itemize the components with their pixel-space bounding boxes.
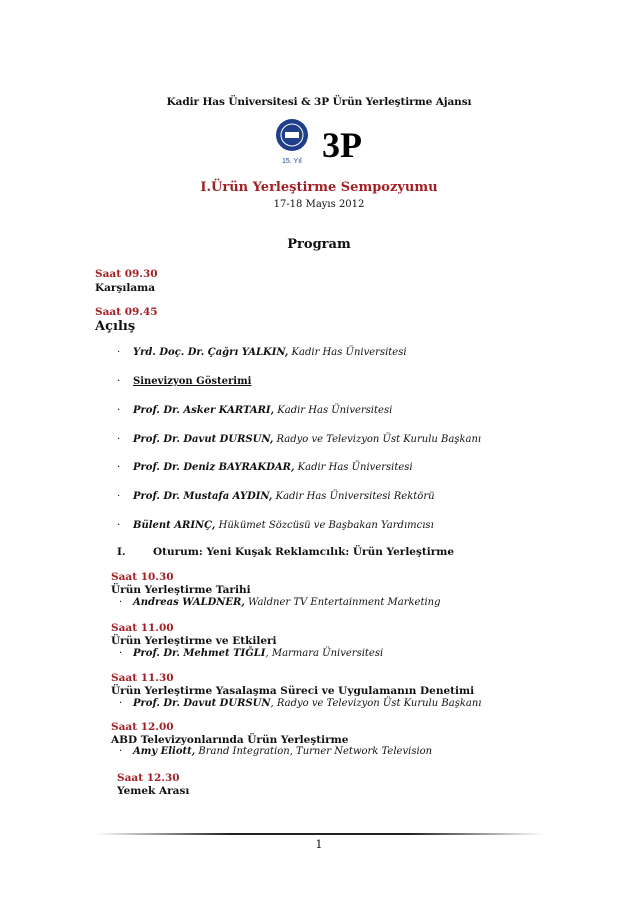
speaker-name: Prof. Dr. Davut DURSUN [133, 698, 271, 709]
speaker-affiliation: Radyo ve Televizyon Üst Kurulu Başkanı [273, 434, 482, 445]
speaker-affiliation: Brand Integration, Turner Network Television [195, 746, 433, 757]
speaker-affiliation: Waldner TV Entertainment Marketing [244, 597, 441, 608]
logos [270, 115, 370, 167]
university-logo-icon [270, 115, 370, 167]
list-item: · Prof. Dr. Mehmet TIĞLI, Marmara Üniversitesi [119, 648, 384, 659]
speaker-affiliation: , Marmara Üniversitesi [265, 648, 384, 659]
program-heading: Program [287, 237, 351, 252]
list-item: · Amy Eliott, Brand Integration, Turner Network Television [119, 746, 433, 757]
speaker-affiliation: Kadir Has Üniversitesi [288, 347, 407, 358]
speaker-name: Prof. Dr. Mustafa AYDIN, [133, 491, 273, 502]
session-title: Oturum: Yeni Kuşak Reklamcılık: Ürün Yerleştirme [153, 546, 455, 558]
page-title: I.Ürün Yerleştirme Sempozyumu [200, 180, 438, 195]
session-time: Saat 09.45 [95, 306, 158, 318]
footer-divider [95, 833, 543, 835]
session-label: Açılış [95, 319, 136, 334]
break-time: Saat 12.30 [117, 772, 180, 784]
talk-title: ABD Televizyonlarında Ürün Yerleştirme [111, 734, 349, 746]
list-item: · Prof. Dr. Asker KARTARI, Kadir Has Üniversitesi [117, 405, 393, 416]
talk-time: Saat 11.00 [111, 622, 174, 634]
list-item: · Prof. Dr. Mustafa AYDIN, Kadir Has Üniversitesi Rektörü [117, 491, 435, 502]
talk-title: Ürün Yerleştirme Tarihi [111, 584, 251, 596]
speaker-affiliation: Kadir Has Üniversitesi Rektörü [272, 491, 435, 502]
list-item: · Prof. Dr. Davut DURSUN, Radyo ve Televizyon Üst Kurulu Başkanı [117, 434, 482, 445]
session-numeral: I. [117, 546, 126, 558]
session-label: Karşılama [95, 282, 156, 294]
speaker-name: Prof. Dr. Asker KARTARI, [133, 405, 275, 416]
speaker-name: Bülent ARINÇ, [133, 520, 216, 531]
talk-title: Ürün Yerleştirme Yasalaşma Süreci ve Uygulamanın Denetimi [111, 685, 475, 697]
session-time: Saat 09.30 [95, 268, 158, 280]
speaker-affiliation: , Radyo ve Televizyon Üst Kurulu Başkanı [270, 698, 482, 709]
list-item: · Prof. Dr. Davut DURSUN, Radyo ve Televizyon Üst Kurulu Başkanı [119, 698, 482, 709]
list-item: · Yrd. Doç. Dr. Çağrı YALKIN, Kadir Has Üniversitesi [117, 347, 407, 358]
document-header: Kadir Has Üniversitesi & 3P Ürün Yerleştirme Ajansı [166, 96, 472, 108]
speaker-name: Amy Eliott, [133, 746, 196, 757]
break-label: Yemek Arası [117, 785, 190, 797]
talk-title: Ürün Yerleştirme ve Etkileri [111, 635, 277, 647]
item-title: Sinevizyon Gösterimi [133, 376, 252, 387]
speaker-affiliation: Kadir Has Üniversitesi [294, 462, 413, 473]
speaker-affiliation: Hükümet Sözcüsü ve Başbakan Yardımcısı [215, 520, 434, 531]
list-item: · Sinevizyon Gösterimi [117, 376, 252, 387]
speaker-name: Prof. Dr. Deniz BAYRAKDAR, [133, 462, 295, 473]
university-logo-label: 15. Yıl [282, 158, 302, 165]
speaker-name: Prof. Dr. Mehmet TIĞLI [133, 648, 266, 659]
speaker-name: Yrd. Doç. Dr. Çağrı YALKIN, [133, 347, 289, 358]
talk-time: Saat 12.00 [111, 721, 174, 733]
event-date: 17-18 Mayıs 2012 [273, 199, 365, 210]
list-item: · Bülent ARINÇ, Hükümet Sözcüsü ve Başbakan Yardımcısı [117, 520, 434, 531]
speaker-affiliation: Kadir Has Üniversitesi [274, 405, 393, 416]
talk-time: Saat 10.30 [111, 571, 174, 583]
page-number: 1 [315, 838, 323, 851]
list-item: · Prof. Dr. Deniz BAYRAKDAR, Kadir Has Üniversitesi [117, 462, 413, 473]
talk-time: Saat 11.30 [111, 672, 174, 684]
speaker-name: Andreas WALDNER, [133, 597, 245, 608]
agency-logo-text: 3P [322, 125, 362, 165]
list-item: · Andreas WALDNER, Waldner TV Entertainment Marketing [119, 597, 441, 608]
speaker-name: Prof. Dr. Davut DURSUN, [133, 434, 274, 445]
